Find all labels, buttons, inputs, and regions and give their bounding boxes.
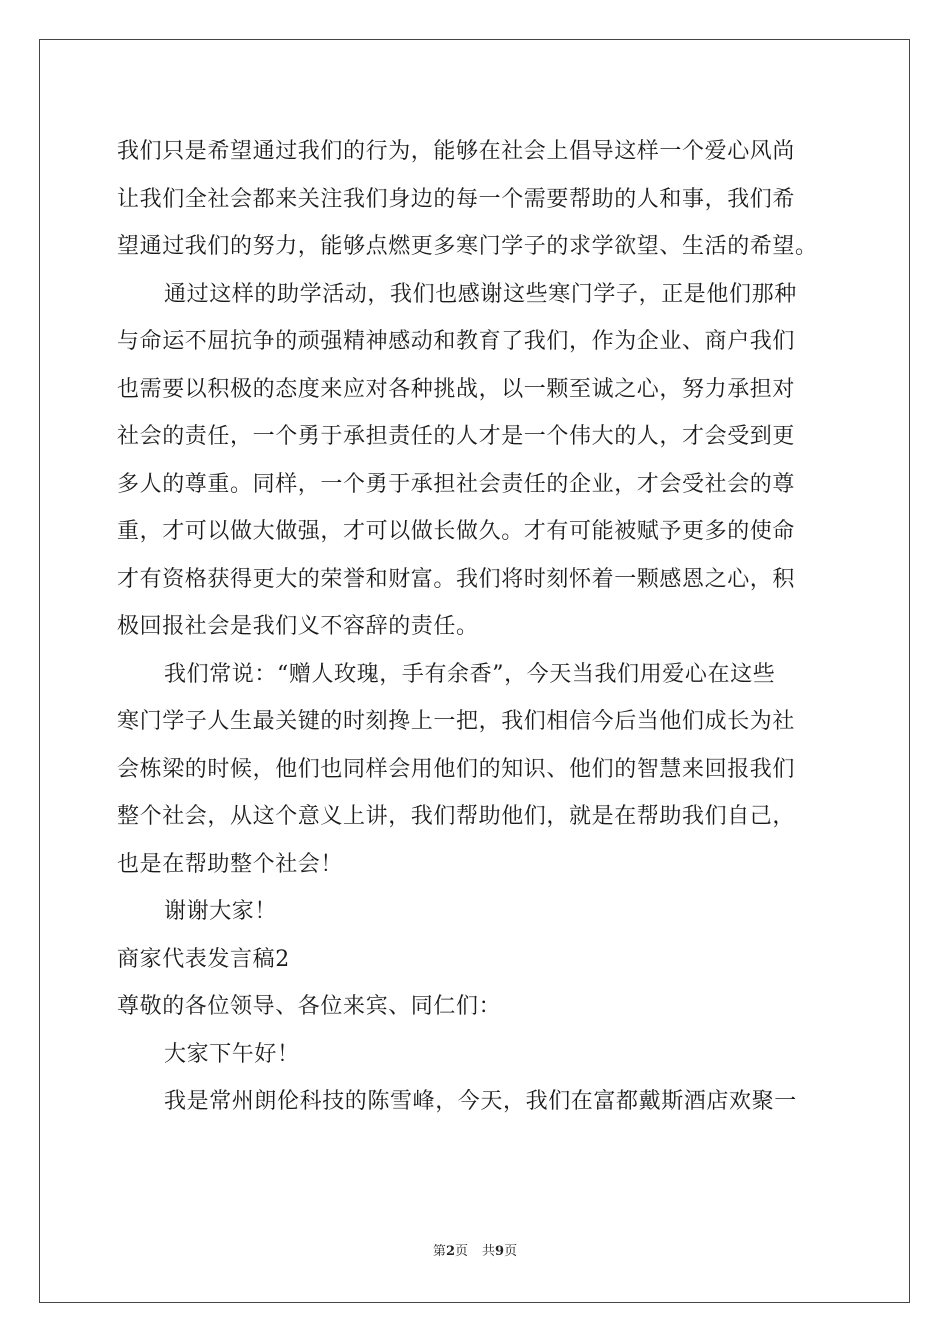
text-line-16: 也是在帮助整个社会！ — [117, 851, 344, 877]
text-line-21: 我是常州朗伦科技的陈雪峰，今天，我们在富都戴斯酒店欢聚一 — [164, 1089, 797, 1114]
total-suffix: 页 — [504, 1244, 518, 1259]
salutation-line: 尊敬的各位领导、各位来宾、同仁们： — [117, 994, 502, 1019]
text-line-15: 整个社会，从这个意义上讲，我们帮助他们，就是在帮助我们自己， — [117, 804, 796, 829]
page-footer — [0, 1240, 950, 1259]
section-heading: 商家代表发言稿2 — [117, 946, 290, 972]
text-line-10: 才有资格获得更大的荣誉和财富。我们将时刻怀着一颗感恩之心，积 — [117, 566, 796, 592]
text-line-14: 会栋梁的时候，他们也同样会用他们的知识、他们的智慧来回报我们 — [117, 756, 796, 782]
page-total: 9 — [495, 1244, 505, 1259]
page-prefix: 第 — [432, 1244, 446, 1259]
document-body — [117, 128, 837, 1126]
text-line-7: 社会的责任，一个勇于承担责任的人才是一个伟大的人，才会受到更 — [117, 424, 796, 449]
text-line-6: 也需要以积极的态度来应对各种挑战，以一颗至诚之心，努力承担对 — [117, 376, 796, 402]
text-line-17: 谢谢大家！ — [164, 899, 278, 924]
text-line-2: 让我们全社会都来关注我们身边的每一个需要帮助的人和事，我们希 — [117, 186, 796, 212]
text-line-12: 我们常说：“赠人玫瑰，手有余香”，今天当我们用爱心在这些 — [164, 661, 776, 687]
text-line-11: 极回报社会是我们义不容辞的责任。 — [117, 614, 479, 639]
text-line-8: 多人的尊重。同样，一个勇于承担社会责任的企业，才会受社会的尊 — [117, 471, 796, 497]
text-line-5: 与命运不屈抗争的顽强精神感动和教育了我们，作为企业、商户我们 — [117, 329, 796, 354]
page-suffix: 页 — [454, 1244, 468, 1259]
text-line-4: 通过这样的助学活动，我们也感谢这些寒门学子，正是他们那种 — [164, 281, 797, 307]
text-line-13: 寒门学子人生最关键的时刻搀上一把，我们相信今后当他们成长为社 — [117, 709, 796, 734]
text-line-9: 重，才可以做大做强，才可以做长做久。才有可能被赋予更多的使命 — [117, 519, 796, 544]
greeting-line: 大家下午好！ — [164, 1041, 300, 1067]
total-prefix: 共 — [482, 1244, 496, 1259]
page-current: 2 — [445, 1244, 455, 1259]
text-line-1: 我们只是希望通过我们的行为，能够在社会上倡导这样一个爱心风尚 — [117, 139, 796, 164]
text-line-3: 望通过我们的努力，能够点燃更多寒门学子的求学欲望、生活的希望。 — [117, 234, 818, 259]
